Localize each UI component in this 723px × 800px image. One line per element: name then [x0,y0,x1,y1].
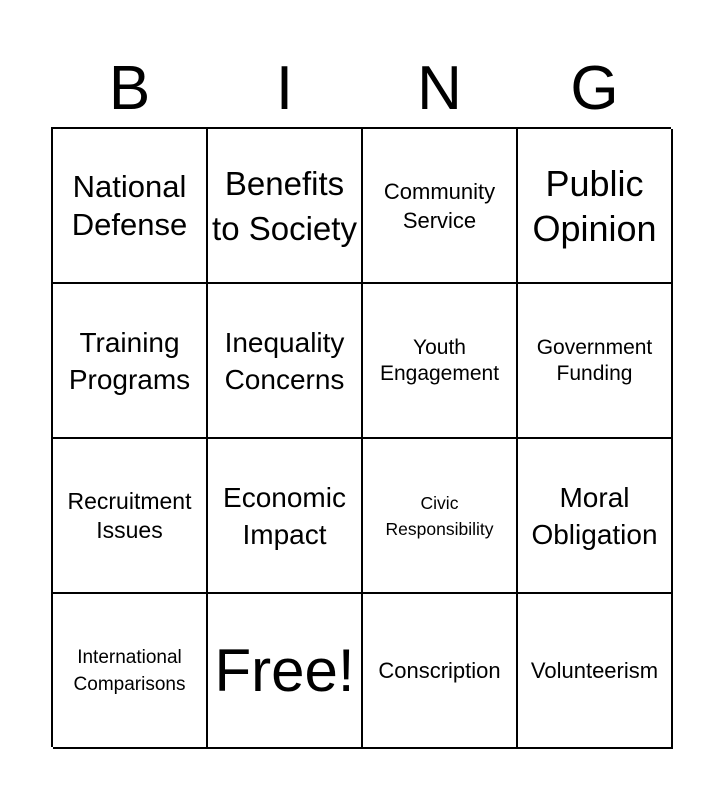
cell-text: Moral Obligation [531,481,658,550]
bingo-cell[interactable] [53,129,208,284]
header-letter-n: N [417,54,462,123]
cell-text: Government Funding [536,335,653,385]
bingo-cell[interactable] [518,439,673,594]
bingo-cell[interactable] [518,129,673,284]
cell-text: Conscription [378,658,501,683]
cell-text: Inequality Concerns [224,326,345,395]
header-letter-i: I [275,54,294,123]
cell-text: Civic Responsibility [385,492,494,539]
header-letter-g: G [570,54,619,123]
cell-text: Free! [214,636,355,704]
cell-text: Economic Impact [223,481,346,550]
cell-text: Training Programs [68,326,191,395]
bingo-cell[interactable] [208,129,363,284]
bingo-cell[interactable] [208,439,363,594]
cell-text: International Comparisons [73,646,186,695]
bingo-cell[interactable] [363,594,518,749]
bingo-free-cell[interactable] [208,594,363,749]
cell-text: Community Service [383,178,496,233]
bingo-cell[interactable] [53,284,208,439]
bingo-cell[interactable] [518,284,673,439]
bingo-cell[interactable] [363,129,518,284]
cell-text: Volunteerism [530,658,659,683]
bingo-cell[interactable] [53,594,208,749]
cell-text: Recruitment Issues [67,487,192,543]
bingo-cell[interactable] [363,284,518,439]
cell-text: Benefits to Society [212,164,357,247]
cell-text: Public Opinion [532,162,657,249]
bingo-cell[interactable] [208,284,363,439]
bingo-card-grid [51,127,671,747]
header-letter-b: B [108,54,151,123]
bingo-cell[interactable] [53,439,208,594]
bingo-cell[interactable] [518,594,673,749]
cell-text: Youth Engagement [379,335,500,385]
cell-text: National Defense [71,168,188,242]
bingo-header [52,50,672,128]
bingo-cell[interactable] [363,439,518,594]
